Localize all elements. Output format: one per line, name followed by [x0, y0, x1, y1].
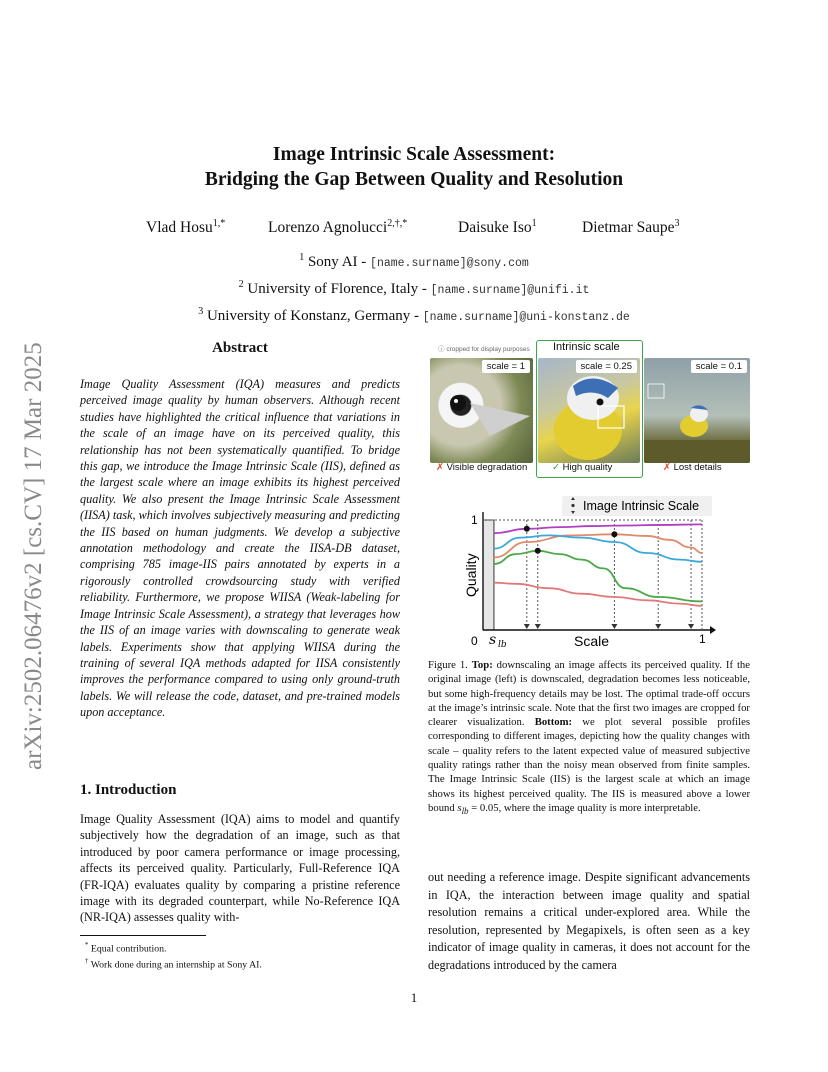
- bird-medium-image: [538, 358, 640, 463]
- section-heading: 1. Introduction: [80, 782, 177, 798]
- email: [name.surname]@unifi.it: [430, 284, 590, 297]
- panel-caption: ✗ Visible degradation: [436, 462, 528, 473]
- abstract-body: Image Quality Assessment (IQA) measures and predicts perceived image quality by human observers. Although recent studies have highlighted the critical influence that variations in the scale of an image have on its perceived quality, this relationship has not been systematically quantified. To bridge this gap, we introduce the Image Intrinsic Scale (IIS), defined as the largest scale where an image exhibits its highest perceived quality. We also present the Image Intrinsic Scale Assessment (IISA) task, which involves subjectively measuring and predicting the IIS based on human judgments. We develop a subjective annotation methodology and create the IISA-DB dataset, comprising 785 image-IIS pairs annotated by experts in a rigorously controlled crowdsourcing study with verified reliability. Furthermore, we propose WIISA (Weak-labeling for Image Intrinsic Scale Assessment), a strategy that leverages how the IIS of an image varies with downscaling to generate weak labels. Experiments show that applying WIISA during the training of several IQA methods adapted for IISA consistently improves the performance compared to using only ground-truth labels. We will release the code, dataset, and pre-trained models upon acceptance.: [80, 377, 400, 720]
- author: Dietmar Saupe$^3$: [582, 218, 680, 237]
- paper-title: [0, 142, 828, 192]
- title-line-2: Bridging the Gap Between Quality and Resolution: [204, 169, 624, 190]
- cross-icon: ✗: [663, 462, 671, 473]
- iis-arrow: [611, 624, 617, 629]
- figure-image-strip: [428, 340, 752, 478]
- iis-marker: [535, 548, 541, 554]
- iis-arrow: [535, 624, 541, 629]
- legend-label: Image Intrinsic Scale: [583, 499, 700, 513]
- bird-closeup-image: [430, 358, 533, 463]
- email: [name.surname]@uni-konstanz.de: [422, 311, 630, 324]
- iis-marker: [524, 526, 530, 532]
- x-axis-arrow: [710, 626, 716, 634]
- affiliation: $^1$ Sony AI - [name.surname]@sony.com: [299, 252, 529, 270]
- right-column-body: out needing a reference image. Despite significant advancements in IQA, the interaction between image quality and spatial resolution remains a critical under-explored area. While the resolution, represented by Megapixels, is often seen as a key indicator of image quality in cameras, it does not account for the degradations introduced by the camera: [428, 870, 750, 972]
- scale-tag: scale = 1: [482, 360, 530, 373]
- iis-arrow: [524, 624, 530, 629]
- panel-scale-01: [644, 358, 750, 463]
- arxiv-watermark: arXiv:2502.06476v2 [cs.CV] 17 Mar 2025: [20, 342, 47, 770]
- affiliation: $^2$ University of Florence, Italy - [name.surname]@unifi.it: [238, 279, 590, 297]
- footnote: * Equal contribution.: [84, 941, 167, 955]
- series-line-5: [494, 583, 702, 606]
- abstract-heading: Abstract: [212, 340, 268, 356]
- iis-marker: [611, 531, 617, 537]
- lower-bound-region: [483, 520, 494, 630]
- panel-scale-1: [430, 358, 533, 463]
- s-lb-label: s: [488, 632, 497, 648]
- author: Daisuke Iso$^1$: [458, 218, 537, 237]
- cross-icon: ✗: [436, 462, 444, 473]
- x-tick-label: 1: [699, 632, 706, 646]
- y-tick-label: 1: [471, 513, 478, 527]
- footnote: † Work done during an internship at Sony AI.: [84, 957, 262, 971]
- affiliations: [0, 247, 828, 328]
- affiliation: $^3$ University of Konstanz, Germany - [name.surname]@uni-konstanz.de: [198, 306, 630, 324]
- crop-note: ⓘ cropped for display purposes: [438, 346, 530, 353]
- check-icon: ✓: [552, 462, 560, 473]
- footnotes: [80, 939, 400, 972]
- y-axis-label: Quality: [463, 553, 479, 597]
- x-tick-label: 0: [471, 634, 478, 648]
- iis-arrow: [655, 624, 661, 629]
- title-line-1: Image Intrinsic Scale Assessment:: [272, 144, 556, 165]
- author: Lorenzo Agnolucci$^{2,\dagger,*}$: [268, 218, 408, 237]
- email: [name.surname]@sony.com: [370, 257, 529, 270]
- s-lb-subscript: lb: [497, 640, 507, 650]
- intro-body: Image Quality Assessment (IQA) aims to model and quantify subjectively how the degradation of an image, such as that introduced by poor camera performance or image processing, affects its perceived quality. Particularly, Full-Reference IQA (FR-IQA) evaluates quality by comparing a pristine reference image with its degraded counterpart, while No-Reference IQA (NR-IQA) assesses quality with-: [80, 812, 400, 925]
- intrinsic-scale-label: Intrinsic scale: [553, 341, 620, 353]
- quality-scale-chart: [440, 488, 730, 650]
- author: Vlad Hosu$^{1,*}$: [146, 218, 226, 237]
- x-axis-label: Scale: [574, 633, 610, 649]
- panel-caption: ✗ Lost details: [663, 462, 722, 473]
- page-number: 1: [410, 990, 418, 1005]
- bird-small-image: [644, 358, 750, 463]
- scale-tag: scale = 0.25: [576, 360, 638, 373]
- footnote-rule: [80, 935, 206, 936]
- figure-caption: Figure 1. Top: downscaling an image affects its perceived quality. If the original image (left) is downscaled, degradation becomes less noticeable, but some high-frequency details may be lost. The optimal trade-off occurs at the image’s intrinsic scale. Note that the first two images are cropped for clearer visualization. Bottom: we plot several possible profiles corresponding to different images, depicting how the quality changes with scale – quality refers to the latent expected value of measured subjective quality ratings rather than the noisy mean observed from finite samples. The Image Intrinsic Scale (IIS) is the largest scale at which an image shows its highest perceived quality. The IIS is measured above a lower bound $s_{lb} = 0.05$, where the image quality is more interpretable.: [428, 659, 750, 817]
- scale-tag: scale = 0.1: [691, 360, 747, 373]
- panel-caption: ✓ High quality: [552, 462, 613, 473]
- panel-scale-025: [538, 358, 640, 463]
- legend-dot-icon: [571, 504, 574, 507]
- iis-arrow: [688, 624, 694, 629]
